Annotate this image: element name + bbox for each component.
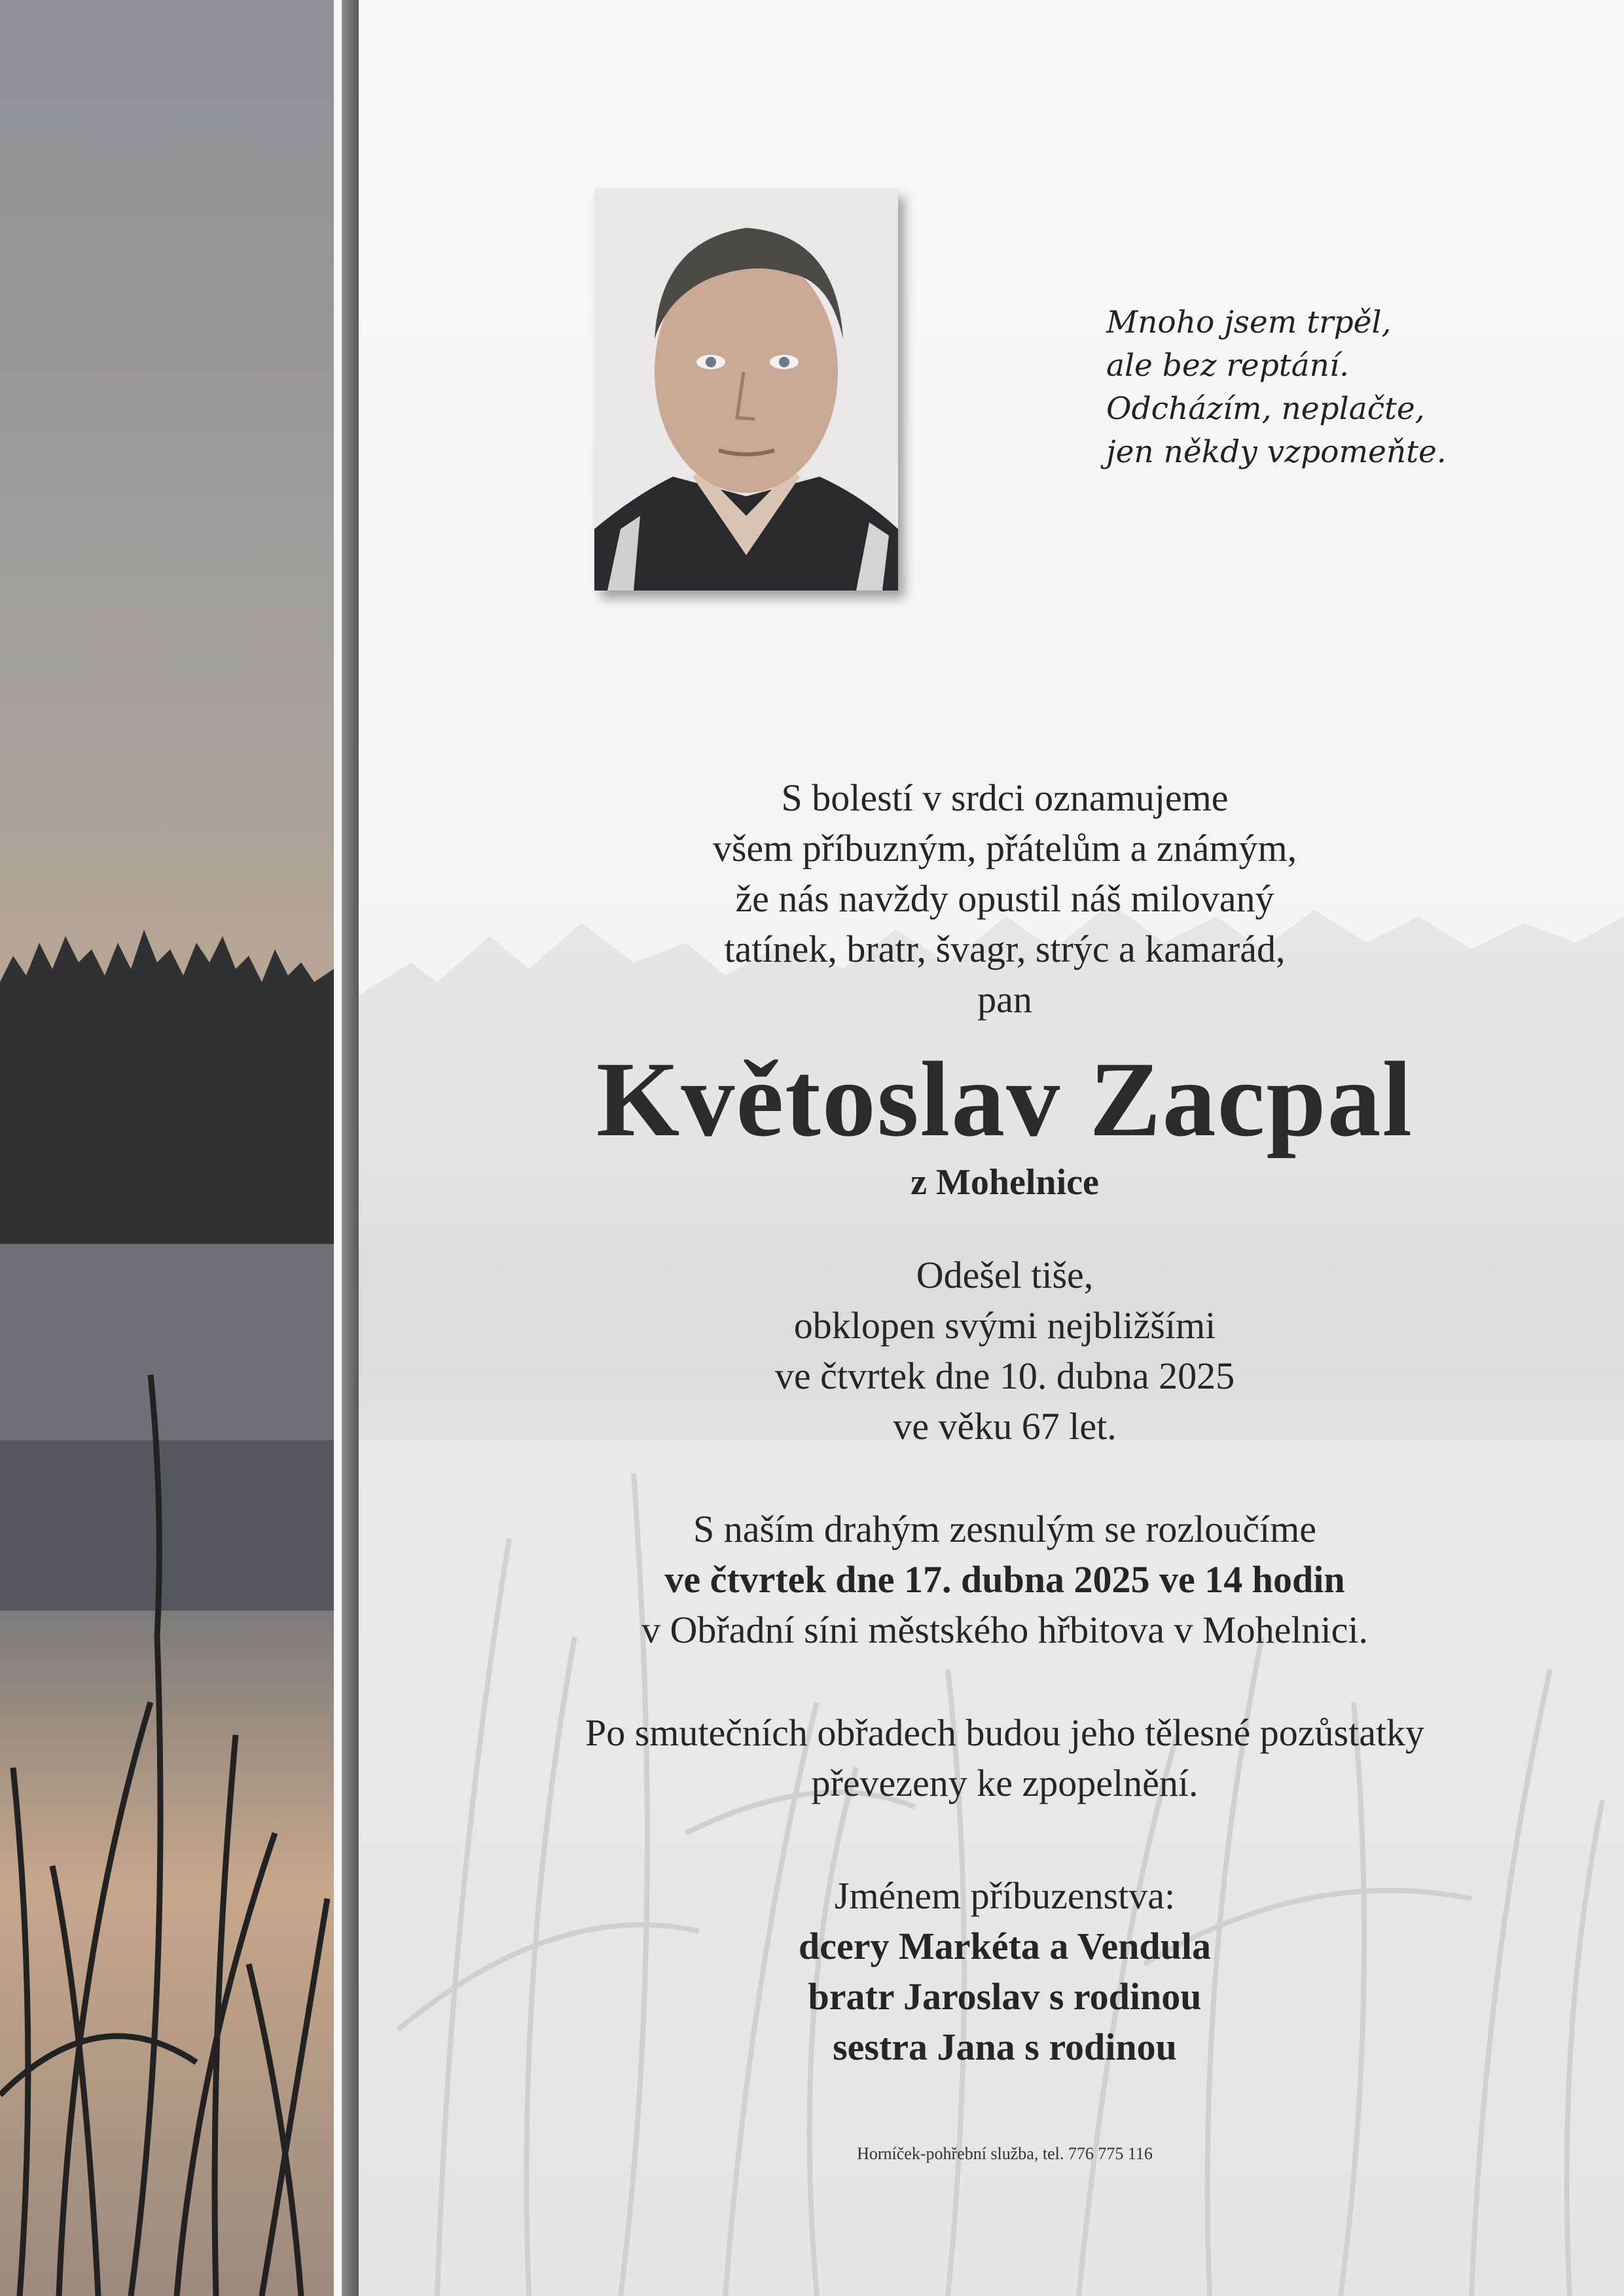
cremation-line: Po smutečních obřadech budou jeho tělesné pozůstatky: [585, 1711, 1425, 1754]
intro-line: S bolestí v srdci oznamujeme: [781, 776, 1229, 819]
family-line: sestra Jana s rodinou: [833, 2026, 1177, 2068]
death-line: Odešel tiše,: [916, 1254, 1094, 1296]
family-heading: Jménem příbuzenstva:: [834, 1874, 1176, 1917]
deceased-name: Květoslav Zacpal: [596, 1040, 1414, 1159]
family-line: dcery Markéta a Vendula: [799, 1925, 1211, 1967]
intro-line: všem příbuzným, přátelům a známým,: [712, 827, 1297, 869]
deceased-origin: z Mohelnice: [911, 1162, 1099, 1203]
sunset-lake-strip: [0, 0, 334, 2296]
farewell-place: v Obřadní síni městského hřbitova v Mohelnici.: [641, 1609, 1368, 1651]
portrait-photo: [594, 189, 898, 591]
quote-line: Mnoho jsem trpěl,: [1106, 304, 1392, 340]
funeral-service-footer: Horníček-pohřební služba, tel. 776 775 116: [857, 2144, 1153, 2163]
intro-line: pan: [977, 978, 1032, 1021]
divider-line-grey: [342, 0, 359, 2296]
family-line: bratr Jaroslav s rodinou: [808, 1975, 1202, 2018]
cremation-line: převezeny ke zpopelnění.: [811, 1762, 1199, 1804]
quote-line: jen někdy vzpomeňte.: [1106, 434, 1447, 470]
death-line: obklopen svými nejbližšími: [793, 1304, 1216, 1347]
death-line: ve čtvrtek dne 10. dubna 2025: [774, 1355, 1235, 1397]
intro-line: že nás navždy opustil náš milovaný: [735, 877, 1274, 920]
quote-line: Odcházím, neplačte,: [1106, 391, 1425, 427]
death-line: ve věku 67 let.: [893, 1405, 1117, 1448]
farewell-date: ve čtvrtek dne 17. dubna 2025 ve 14 hodin: [664, 1558, 1345, 1601]
farewell-line: S naším drahým zesnulým se rozloučíme: [693, 1508, 1316, 1550]
quote-line: ale bez reptání.: [1106, 348, 1349, 384]
divider-line-white: [334, 0, 342, 2296]
announcement-text: [471, 773, 1538, 2164]
intro-line: tatínek, bratr, švagr, strýc a kamarád,: [724, 928, 1286, 970]
memorial-quote: [1106, 301, 1551, 474]
